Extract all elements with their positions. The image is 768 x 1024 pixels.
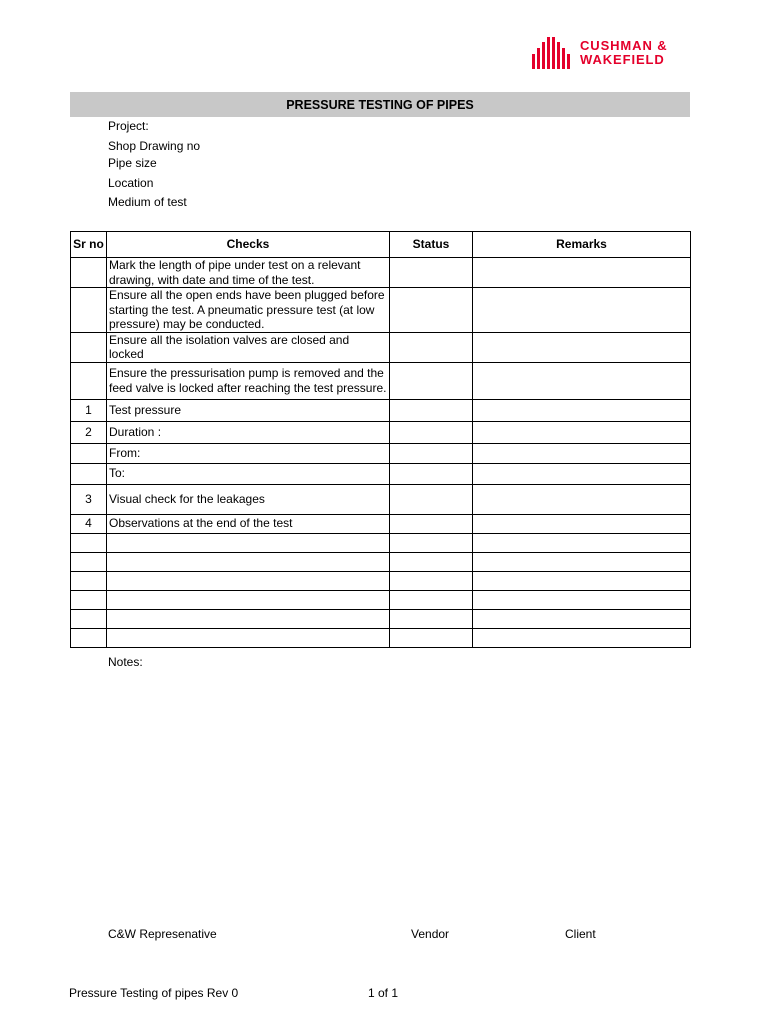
remarks-cell[interactable] [473, 399, 691, 421]
location-label: Location [108, 176, 154, 190]
check-cell: Observations at the end of the test [107, 514, 390, 533]
company-logo [532, 37, 688, 69]
table-row [71, 362, 691, 399]
check-cell: Ensure the pressurisation pump is removed and the feed valve is locked after reaching the test pressure. [107, 362, 390, 399]
table-row [71, 484, 691, 514]
sr-no-cell [71, 362, 107, 399]
table-row [71, 443, 691, 463]
header-sr-no: Sr no [71, 232, 107, 258]
pipe-size-label: Pipe size [108, 156, 157, 170]
header-remarks: Remarks [473, 232, 691, 258]
table-row [71, 463, 691, 484]
check-cell [107, 590, 390, 609]
checks-table [70, 231, 691, 648]
check-cell: Test pressure [107, 399, 390, 421]
sr-no-cell [71, 609, 107, 628]
status-cell[interactable] [390, 421, 473, 443]
sr-no-cell: 3 [71, 484, 107, 514]
status-cell[interactable] [390, 628, 473, 647]
check-cell: Ensure all the open ends have been plugged before starting the test. A pneumatic pressure test (at low pressure) may be conducted. [107, 288, 390, 333]
status-cell[interactable] [390, 514, 473, 533]
check-cell [107, 628, 390, 647]
footer-page-number: 1 of 1 [368, 986, 399, 1000]
remarks-cell[interactable] [473, 463, 691, 484]
sr-no-cell [71, 533, 107, 552]
table-header-row [71, 232, 691, 258]
sr-no-cell [71, 590, 107, 609]
sr-no-cell: 4 [71, 514, 107, 533]
check-cell: Mark the length of pipe under test on a relevant drawing, with date and time of the test. [107, 258, 390, 288]
project-label: Project: [108, 119, 149, 133]
remarks-cell[interactable] [473, 514, 691, 533]
table-row [71, 288, 691, 333]
logo-line-1: CUSHMAN & [580, 38, 668, 53]
remarks-cell[interactable] [473, 552, 691, 571]
sr-no-cell [71, 463, 107, 484]
shop-drawing-label: Shop Drawing no [108, 139, 201, 153]
table-row [71, 552, 691, 571]
check-cell: Duration : [107, 421, 390, 443]
status-cell[interactable] [390, 258, 473, 288]
table-row [71, 628, 691, 647]
remarks-cell[interactable] [473, 590, 691, 609]
header-checks: Checks [107, 232, 390, 258]
remarks-cell[interactable] [473, 332, 691, 362]
sr-no-cell [71, 552, 107, 571]
table-row [71, 533, 691, 552]
remarks-cell[interactable] [473, 421, 691, 443]
table-row [71, 590, 691, 609]
sr-no-cell [71, 571, 107, 590]
check-cell: Visual check for the leakages [107, 484, 390, 514]
medium-of-test-label: Medium of test [108, 195, 187, 209]
check-cell [107, 609, 390, 628]
sr-no-cell [71, 288, 107, 333]
table-row [71, 514, 691, 533]
logo-wordmark [580, 39, 668, 67]
status-cell[interactable] [390, 288, 473, 333]
sr-no-cell [71, 443, 107, 463]
status-cell[interactable] [390, 484, 473, 514]
table-row [71, 332, 691, 362]
status-cell[interactable] [390, 399, 473, 421]
building-bars-icon [532, 37, 576, 69]
status-cell[interactable] [390, 443, 473, 463]
remarks-cell[interactable] [473, 609, 691, 628]
sr-no-cell [71, 332, 107, 362]
cw-representative-signature: C&W Represenative [108, 927, 217, 941]
remarks-cell[interactable] [473, 443, 691, 463]
status-cell[interactable] [390, 332, 473, 362]
remarks-cell[interactable] [473, 258, 691, 288]
footer-document-name: Pressure Testing of pipes Rev 0 [69, 986, 239, 1000]
sr-no-cell: 1 [71, 399, 107, 421]
check-cell [107, 533, 390, 552]
logo-line-2: WAKEFIELD [580, 52, 665, 67]
header-status: Status [390, 232, 473, 258]
check-cell [107, 571, 390, 590]
status-cell[interactable] [390, 463, 473, 484]
check-cell: Ensure all the isolation valves are closed and locked [107, 332, 390, 362]
remarks-cell[interactable] [473, 533, 691, 552]
remarks-cell[interactable] [473, 571, 691, 590]
remarks-cell[interactable] [473, 484, 691, 514]
status-cell[interactable] [390, 571, 473, 590]
status-cell[interactable] [390, 590, 473, 609]
remarks-cell[interactable] [473, 288, 691, 333]
status-cell[interactable] [390, 609, 473, 628]
vendor-signature: Vendor [411, 927, 450, 941]
table-row [71, 571, 691, 590]
remarks-cell[interactable] [473, 628, 691, 647]
check-cell: To: [107, 463, 390, 484]
table-row [71, 258, 691, 288]
check-cell [107, 552, 390, 571]
page-title: PRESSURE TESTING OF PIPES [70, 92, 690, 117]
table-row [71, 609, 691, 628]
notes-label: Notes: [108, 655, 143, 669]
status-cell[interactable] [390, 533, 473, 552]
table-row [71, 399, 691, 421]
sr-no-cell: 2 [71, 421, 107, 443]
client-signature: Client [565, 927, 596, 941]
sr-no-cell [71, 258, 107, 288]
remarks-cell[interactable] [473, 362, 691, 399]
status-cell[interactable] [390, 552, 473, 571]
sr-no-cell [71, 628, 107, 647]
status-cell[interactable] [390, 362, 473, 399]
table-row [71, 421, 691, 443]
check-cell: From: [107, 443, 390, 463]
